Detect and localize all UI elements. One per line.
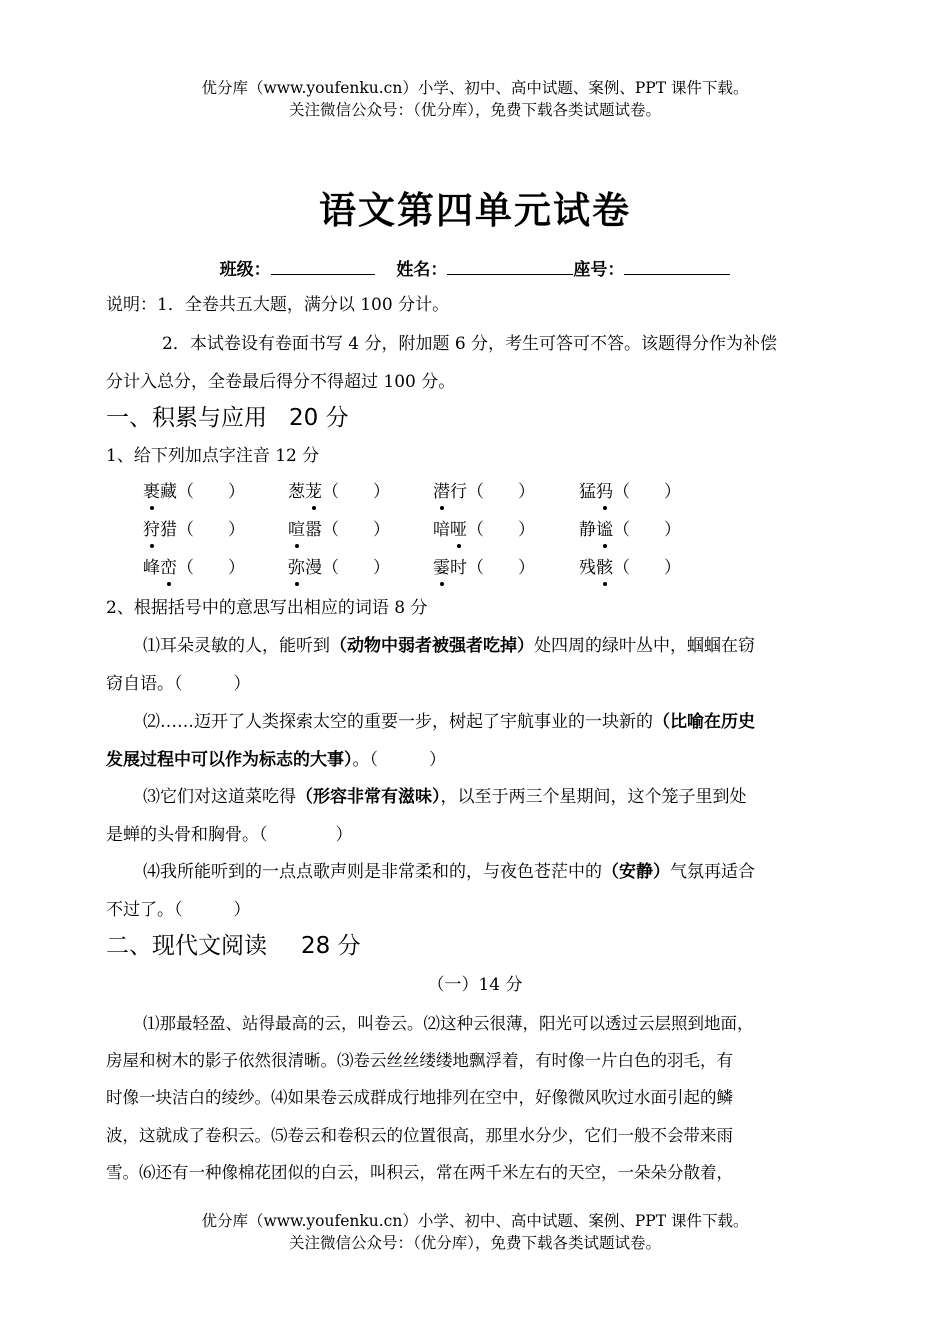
q2-item-3-line-2: 是蝉的头骨和胸骨。（ ） [106,825,353,845]
student-info [0,256,950,283]
q2-item-4-line-1: ⑷我所能听到的一点点歌声则是非常柔和的，与夜色苍茫中的（安静）气氛再适合 [143,862,755,882]
section-1-title: 一、积累与应用 [106,405,267,431]
reading-line: 时像一块洁白的绫纱。⑷如果卷云成群成行地排列在空中，好像微风吹过水面引起的鳞 [106,1088,733,1107]
pinyin-item: 葱茏（ ） [288,479,428,505]
pinyin-item: 潜行（ ） [433,479,573,505]
q2-prompt: 2、根据括号中的意思写出相应的词语 8 分 [106,598,428,618]
pinyin-item: 峰峦（ ） [143,555,283,581]
section-2-title: 二、现代文阅读 [106,933,267,959]
section-1-heading [106,403,349,433]
class-label: 班级： [219,260,271,280]
reading-line: ⑴那最轻盈、站得最高的云，叫卷云。⑵这种云很薄，阳光可以透过云层照到地面， [143,1014,754,1033]
q1-prompt: 1、给下列加点字注音 12 分 [106,446,320,466]
pinyin-item: 喑哑（ ） [433,517,573,543]
q2-item-3-line-1: ⑶它们对这道菜吃得（形容非常有滋味），以至于两三个星期间，这个笼子里到处 [143,787,747,807]
section-2-heading [106,931,361,961]
q2-item-2-line-1: ⑵……迈开了人类探索太空的重要一步，树起了宇航事业的一块新的（比喻在历史 [143,712,755,732]
section-1-score: 20 分 [289,405,349,431]
pinyin-item: 猛犸（ ） [579,479,719,505]
page-title: 语文第四单元试卷 [319,188,631,232]
pinyin-item: 裹藏（ ） [143,479,283,505]
seat-blank [624,256,730,275]
footer-line-1: 优分库（www.youfenku.cn）小学、初中、高中试题、案例、PPT 课件下载。 [201,1212,749,1230]
pinyin-item: 霎时（ ） [433,555,573,581]
pinyin-item: 残骸（ ） [579,555,719,581]
reading-subheading: （一）14 分 [427,975,523,995]
q2-item-2-line-2: 发展过程中可以作为标志的大事）。（ ） [106,750,446,770]
header-line-2: 关注微信公众号：（优分库），免费下载各类试题试卷。 [288,101,661,119]
name-label: 姓名： [396,260,448,280]
note-line-3: 分计入总分，全卷最后得分不得超过 100 分。 [106,372,456,392]
q2-item-1-line-1: ⑴耳朵灵敏的人，能听到（动物中弱者被强者吃掉）处四周的绿叶丛中，蝈蝈在窃 [143,636,755,656]
note-line-1: 说明：1．全卷共五大题，满分以 100 分计。 [106,295,450,315]
section-2-score: 28 分 [301,933,361,959]
reading-line: 房屋和树木的影子依然很清晰。⑶卷云丝丝缕缕地飘浮着，有时像一片白色的羽毛，有 [106,1051,733,1070]
footer-line-2: 关注微信公众号：（优分库），免费下载各类试题试卷。 [288,1234,661,1252]
reading-line: 波，这就成了卷积云。⑸卷云和卷积云的位置很高，那里水分少，它们一般不会带来雨 [106,1126,733,1145]
reading-line: 雪。⑹还有一种像棉花团似的白云，叫积云，常在两千米左右的天空，一朵朵分散着， [106,1163,733,1182]
note-line-2: 2．本试卷设有卷面书写 4 分，附加题 6 分，考生可答可不答。该题得分作为补偿 [162,334,778,354]
pinyin-item: 喧嚣（ ） [288,517,428,543]
seat-label: 座号： [573,260,625,280]
q2-item-4-line-2: 不过了。（ ） [106,900,251,920]
class-blank [271,256,375,275]
name-blank [447,256,573,275]
q2-item-1-line-2: 窃自语。（ ） [106,674,251,694]
page-footer [0,1210,950,1254]
pinyin-item: 狩猎（ ） [143,517,283,543]
pinyin-item: 静谧（ ） [579,517,719,543]
page-header [0,77,950,121]
pinyin-item: 弥漫（ ） [288,555,428,581]
header-line-1: 优分库（www.youfenku.cn）小学、初中、高中试题、案例、PPT 课件下载。 [201,79,749,97]
